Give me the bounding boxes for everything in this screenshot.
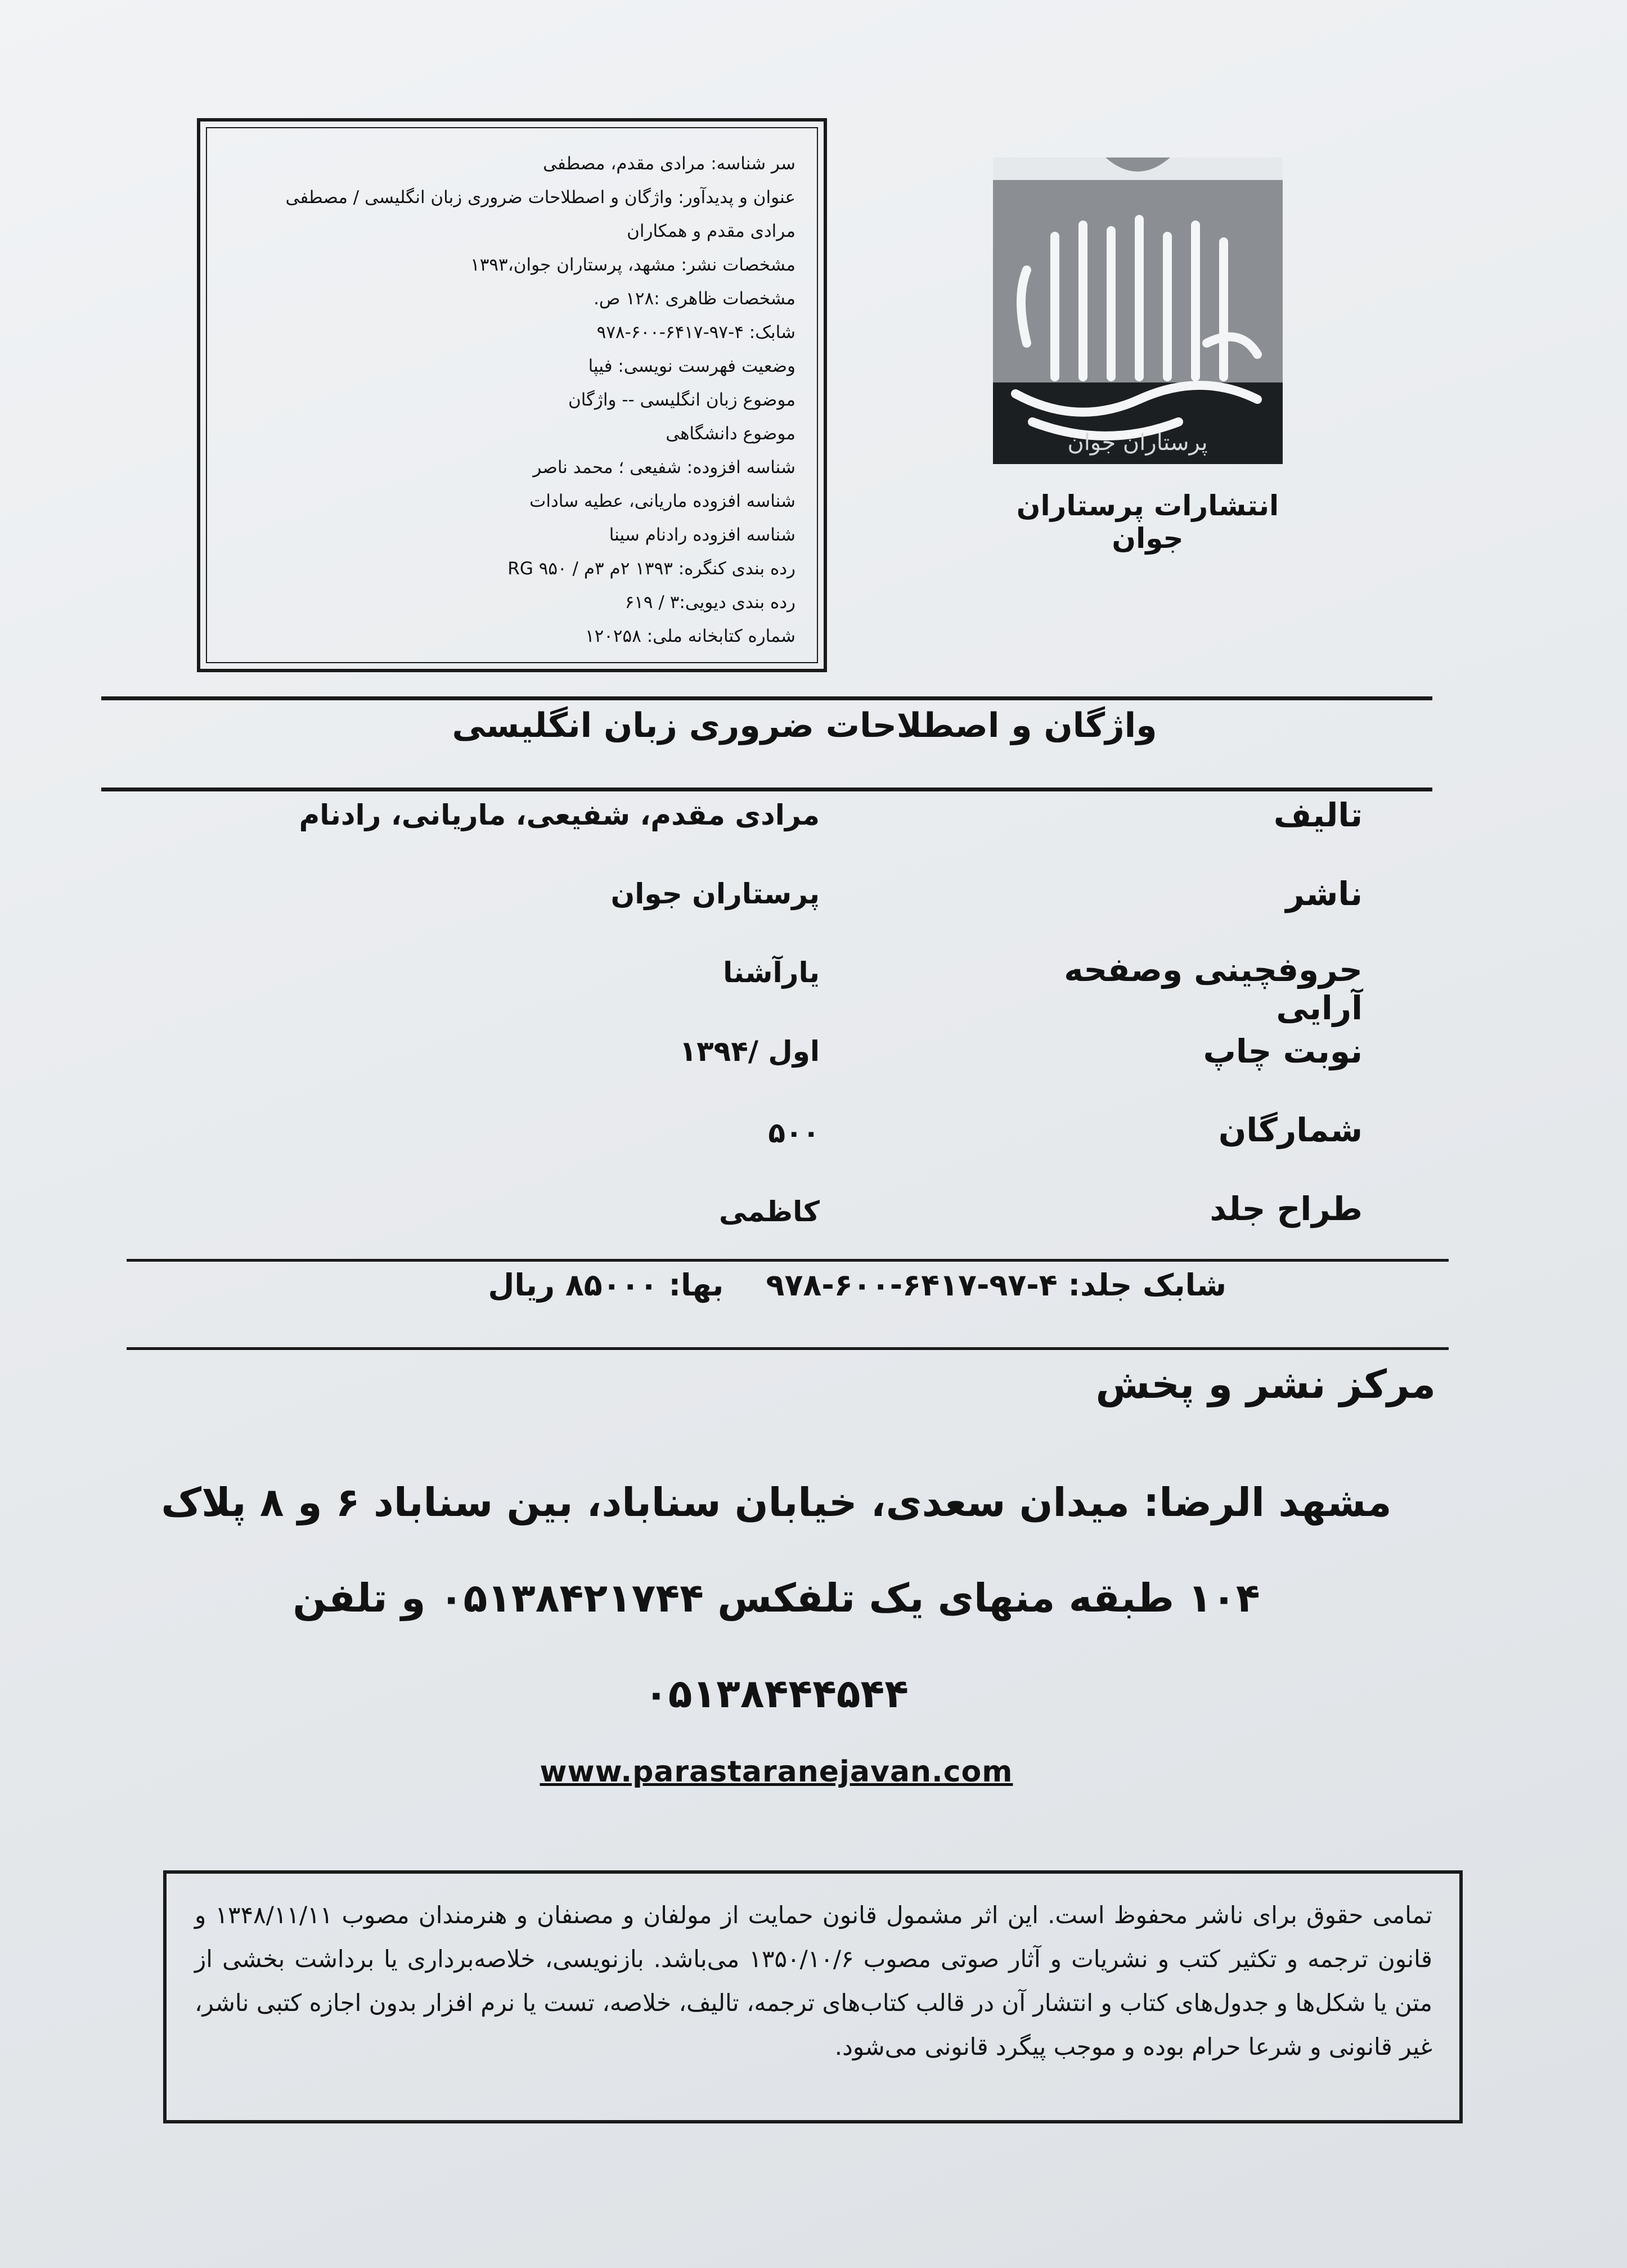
address-line-1: مشهد الرضا: میدان سعدی، خیابان سناباد، بین سناباد ۶ و ۸ پلاک: [161, 1479, 1392, 1526]
cip-entry: مرادی مقدم و همکاران: [627, 221, 795, 241]
cip-entry: رده بندی دیویی:۳ / ۶۱۹: [624, 592, 795, 613]
isbn-value: ۴-۹۷-۶۴۱۷-۶۰۰-۹۷۸: [766, 1267, 1058, 1303]
cip-entry: موضوع دانشگاهی: [666, 424, 795, 444]
detail-value-typesetting: یارآشنا: [723, 956, 820, 989]
cip-entry: مشخصات نشر: مشهد، پرستاران جوان،۱۳۹۳: [470, 255, 795, 275]
cip-entry: شناسه افزوده ماریانی، عطیه سادات: [529, 491, 795, 511]
detail-label-cover-designer: طراح جلد: [1210, 1190, 1363, 1228]
divider: [127, 1259, 1449, 1262]
divider: [101, 788, 1432, 791]
detail-label-edition: نوبت چاپ: [1203, 1032, 1363, 1070]
address-line-2: ۱۰۴ طبقه منهای یک تلفکس ۰۵۱۳۸۴۲۱۷۴۴ و تلفن: [293, 1575, 1260, 1621]
cip-entry: شماره کتابخانه ملی: ۱۲۰۲۵۸: [585, 626, 795, 646]
publisher-logo: [993, 158, 1283, 464]
copyright-notice-box: [163, 1870, 1463, 2123]
detail-value-edition: اول /۱۳۹۴: [679, 1035, 820, 1068]
publisher-caption: انتشارات پرستاران جوان: [1016, 489, 1279, 555]
detail-label-circulation: شمارگان: [1218, 1111, 1363, 1149]
cip-entry: شناسه افزوده رادنام سینا: [609, 525, 795, 545]
detail-label-publisher: ناشر: [1286, 875, 1363, 913]
cip-entry: وضعیت فهرست نویسی: فیپا: [588, 356, 795, 376]
cip-entry: عنوان و پدیدآور: واژگان و اصطلاحات ضروری زبان انگلیسی / مصطفی: [285, 187, 795, 208]
book-title: واژگان و اصطلاحات ضروری زبان انگلیسی: [452, 706, 1157, 745]
website-link[interactable]: www.parastaranejavan.com: [540, 1755, 1013, 1789]
detail-value-cover-designer: کاظمی: [718, 1195, 820, 1228]
detail-value-circulation: ۵۰۰: [768, 1117, 820, 1149]
cip-entry: مشخصات ظاهری :۱۲۸ ص.: [594, 289, 795, 309]
cataloging-entries: [233, 147, 795, 653]
cip-entry: شناسه افزوده: شفیعی ؛ محمد ناصر: [533, 457, 795, 478]
divider: [127, 1347, 1449, 1350]
isbn-price-line: [270, 1266, 1226, 1305]
logo-wordmark: پرستاران جوان: [1067, 430, 1208, 456]
phone-number: ۰۵۱۳۸۴۴۴۵۴۴: [644, 1671, 909, 1717]
distribution-heading: مرکز نشر و پخش: [1095, 1361, 1436, 1407]
cataloging-box: [197, 118, 827, 672]
divider: [101, 696, 1432, 700]
price-value: ۸۵۰۰۰ ریال: [488, 1267, 658, 1303]
copyright-notice: تمامی حقوق برای ناشر محفوظ است. این اثر مشمول قانون حمایت از مولفان و مصنفان و هنرمندان مصوب ۱۳۴۸/۱۱/۱۱ و قانون ترجمه و تکثیر کتب و نشریات و آثار صوتی مصوب ۱۳۵۰/۱۰/۶ می‌باشد. بازنویسی، خلاصه‌برداری یا برداشت بخشی از متن یا شکل‌ها و جدول‌های کتاب و انتشار آن در قالب کتاب‌های ترجمه، تالیف، خلاصه، تست یا نرم افزار بدون اجازه کتبی ناشر، غیر قانونی و شرعا حرام بوده و موجب پیگرد قانونی می‌شود.: [195, 1901, 1432, 2060]
cip-entry: سر شناسه: مرادی مقدم، مصطفی: [543, 154, 795, 174]
price-label: بها:: [668, 1267, 724, 1303]
cip-entry: موضوع زبان انگلیسی -- واژگان: [568, 390, 795, 410]
detail-value-publisher: پرستاران جوان: [610, 878, 820, 910]
detail-label-author: تالیف: [1273, 796, 1363, 834]
detail-value-author: مرادی مقدم، شفیعی، ماریانی، رادنام: [299, 799, 820, 831]
detail-label-typesetting: حروفچینی وصفحه آرایی: [1064, 951, 1363, 1027]
isbn-label: شابک جلد:: [1068, 1267, 1226, 1303]
cip-entry: شابک: ۴-۹۷-۶۴۱۷-۶۰۰-۹۷۸: [596, 322, 795, 343]
cip-entry: رده بندی کنگره: ۱۳۹۳ ۲م ۳م / RG ۹۵۰: [507, 559, 795, 579]
